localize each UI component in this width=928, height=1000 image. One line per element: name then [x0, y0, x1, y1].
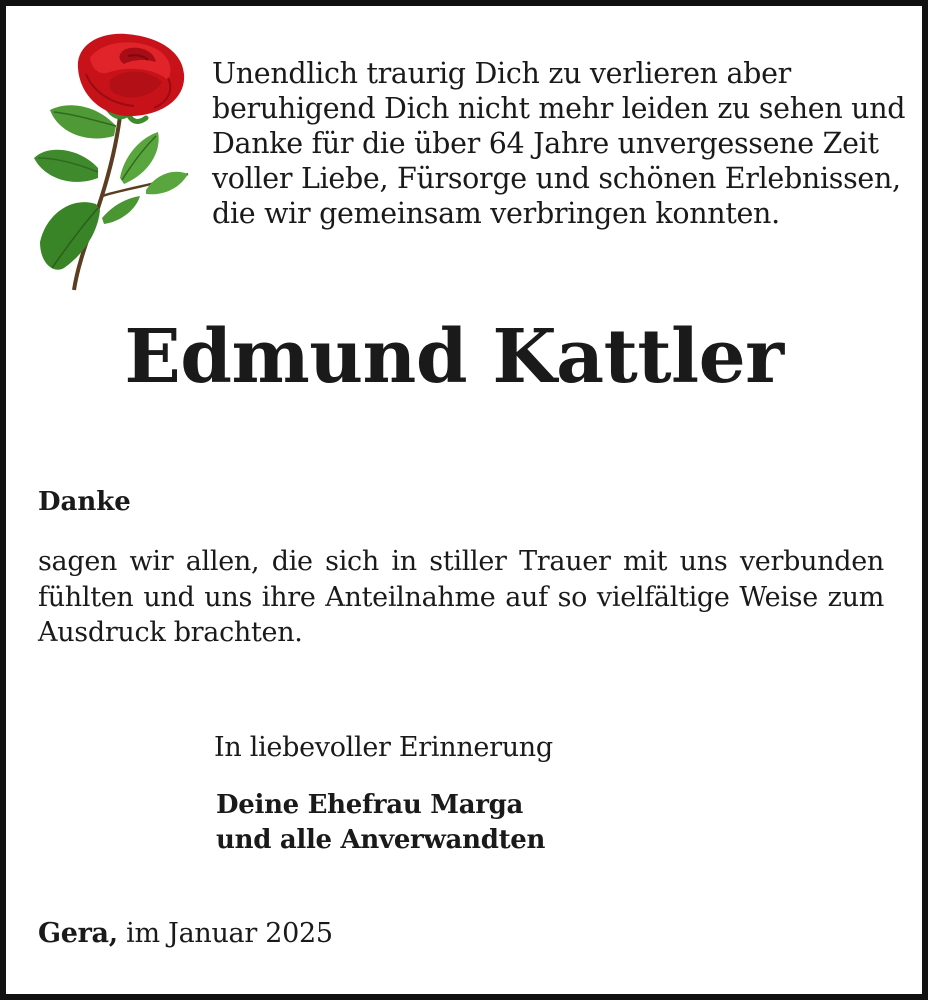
thanks-heading: Danke [38, 487, 131, 517]
deceased-name: Edmund Kattler [124, 314, 784, 400]
place: Gera, [38, 918, 118, 949]
date: im Januar 2025 [117, 918, 333, 949]
memory-line: In liebevoller Erinnerung [214, 732, 553, 763]
thanks-body: sagen wir allen, die sich in stiller Trauer mit uns verbunden fühlten und uns ihre Anteilnahme auf so vielfältige Weise zum Ausdruck brachten. [38, 546, 884, 648]
place-date [38, 916, 333, 952]
signers: Deine Ehefrau Marga und alle Anverwandten [216, 790, 546, 855]
rose-icon [28, 28, 208, 298]
intro-text: Unendlich traurig Dich zu verlieren aber beruhigend Dich nicht mehr leiden zu sehen und Danke für die über 64 Jahre unvergessene Zeit voller Liebe, Fürsorge und schönen Erlebnissen, die wir gemeinsam verbringen konnten. [212, 57, 906, 230]
